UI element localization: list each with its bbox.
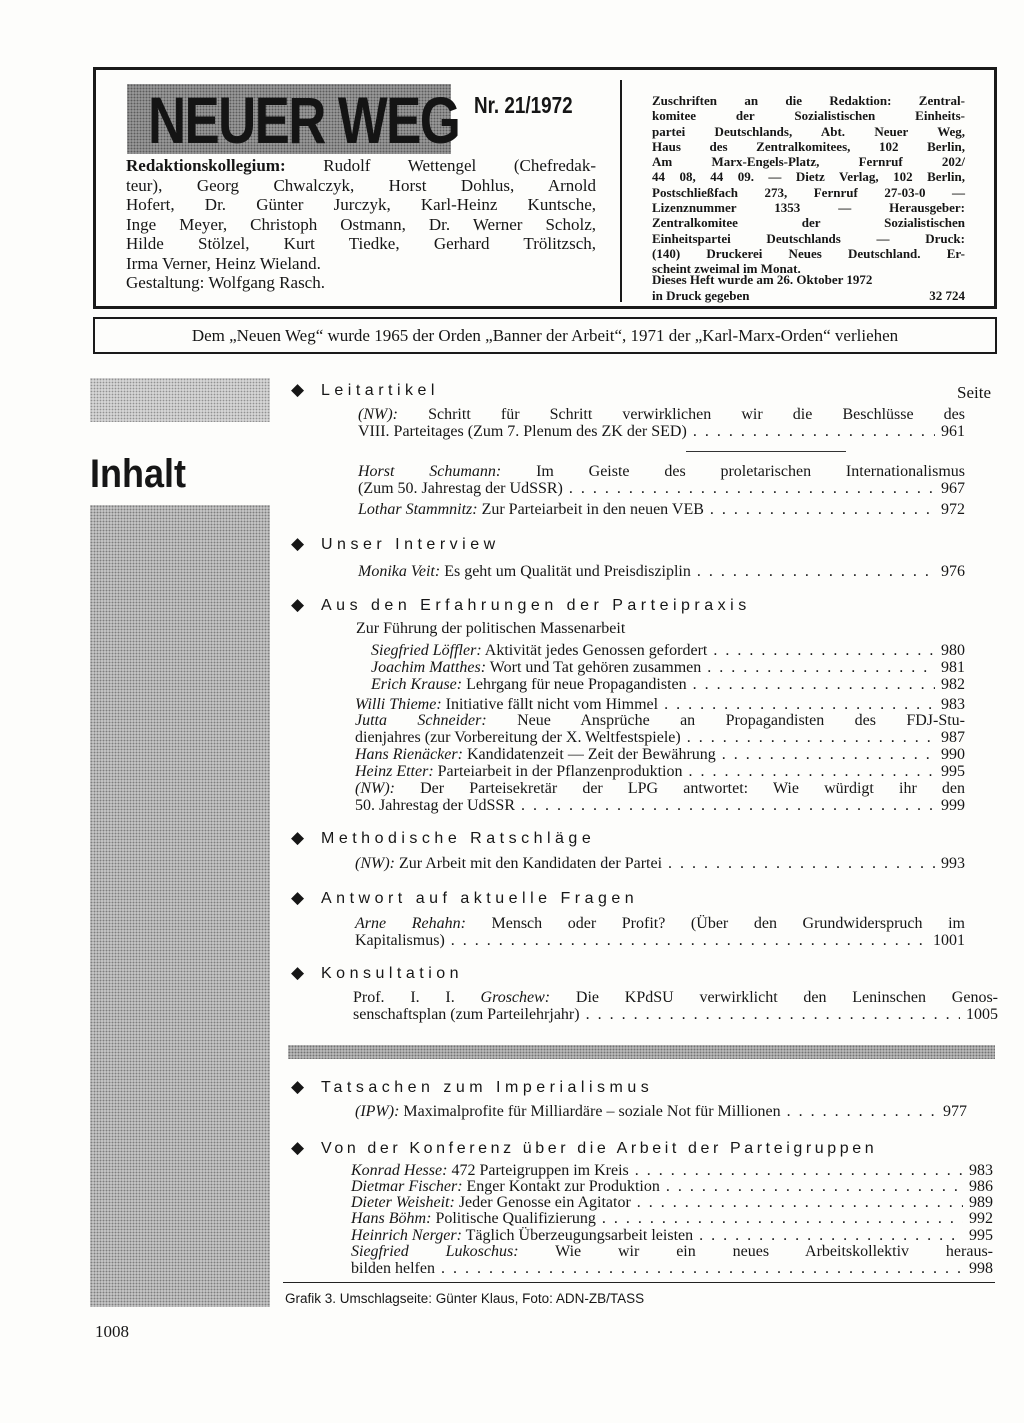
toc-entry-nw-kandidaten: (NW): Zur Arbeit mit den Kandidaten der Partei . . . 993 [355, 855, 965, 872]
page-ref: 961 [941, 423, 965, 440]
leader-dots [586, 1006, 960, 1023]
section-heading-konsultation: ◆ Konsultation [291, 963, 464, 982]
halftone-strip-top [90, 378, 270, 422]
leader-dots [713, 642, 935, 659]
page-ref: 967 [941, 480, 965, 497]
toc-entry-krause: Erich Krause: Lehrgang für neue Propagandisten . . . 982 [371, 676, 965, 693]
image-credits: Grafik 3. Umschlagseite: Günter Klaus, Foto: ADN-ZB/TASS [285, 1291, 645, 1306]
toc-entry-groschew: Prof. I. I. Groschew: Die KPdSU verwirklicht den Leninschen Genos- senschaftsplan (zum Parteilehrjahr) . . . 1005 [353, 989, 998, 1023]
address-line: (140) Druckerei Neues Deutschland. Er- [652, 245, 965, 261]
page-ref: 987 [941, 729, 965, 746]
diamond-bullet-icon: ◆ [291, 380, 305, 399]
seite-label: Seite [957, 383, 991, 402]
issue-number: Nr. 21/1972 [474, 92, 573, 118]
toc-entry-nw-leitartikel: (NW): Schritt für Schritt verwirklichen wir die Beschlüsse des VIII. Parteitages (Zum 7. Plenum des ZK der SED) . . . 961 [358, 406, 965, 440]
page-ref: 993 [941, 855, 965, 872]
leader-dots [635, 1162, 963, 1179]
toc-entry-lukoschus: Siegfried Lukoschus: Wie wir ein neues Arbeitskollektiv heraus- bilden helfen . . . 998 [351, 1243, 993, 1277]
address-line: Am Marx-Engels-Platz, Fernruf 202/ [652, 154, 965, 170]
editorial-address [652, 93, 965, 277]
section-heading-konferenz: ◆ Von der Konferenz über die Arbeit der Parteigruppen [291, 1138, 878, 1157]
toc-entry-matthes: Joachim Matthes: Wort und Tat gehören zusammen . . . 981 [371, 659, 965, 676]
page-ref: 980 [941, 642, 965, 659]
leader-dots [602, 1210, 963, 1227]
toc-entry-ipw: (IPW): Maximalprofite für Milliardäre – soziale Not für Millionen . . . 977 [355, 1103, 967, 1120]
leader-dots [569, 480, 935, 497]
page-ref: 990 [941, 746, 965, 763]
page-number: 1008 [95, 1322, 129, 1341]
section-heading-fragen: ◆ Antwort auf aktuelle Fragen [291, 888, 639, 907]
address-line: Haus des Zentralkomitees, 102 Berlin, [652, 138, 965, 154]
toc-entry-veit: Monika Veit: Es geht um Qualität und Preisdisziplin . . . 976 [358, 563, 965, 580]
page-ref: 981 [941, 659, 965, 676]
leader-dots [697, 563, 935, 580]
toc-entry-etter: Heinz Etter: Parteiarbeit in der Pflanzenproduktion . . . 995 [355, 763, 965, 780]
toc-entry-rienaecker: Hans Rienäcker: Kandidatenzeit — Zeit der Bewährung . . . 990 [355, 746, 965, 763]
leader-dots [637, 1194, 963, 1211]
page-ref: 1005 [966, 1006, 998, 1023]
page-ref: 983 [969, 1162, 993, 1179]
leader-dots [693, 676, 935, 693]
editorial-label: Redaktionskollegium: [126, 156, 286, 175]
editorial-line: Redaktionskollegium: Rudolf Wettengel (Chefredak- [126, 156, 596, 175]
page-ref: 986 [969, 1178, 993, 1195]
page-ref: 998 [969, 1260, 993, 1277]
print-code: 32 724 [929, 287, 965, 303]
toc-entry-nerger: Heinrich Nerger: Täglich Überzeugungsarbeit leisten . . . 995 [351, 1227, 993, 1244]
address-line: Zuschriften an die Redaktion: Zentral- [652, 93, 965, 108]
diamond-bullet-icon: ◆ [291, 963, 305, 982]
page-ref: 995 [941, 763, 965, 780]
diamond-bullet-icon: ◆ [291, 534, 305, 553]
editorial-line: Irma Verner, Heinz Wieland. [126, 253, 321, 273]
leader-dots [707, 659, 935, 676]
leader-dots [710, 501, 935, 518]
diamond-bullet-icon: ◆ [291, 1077, 305, 1096]
leader-dots [668, 855, 935, 872]
toc-entry-rehahn: Arne Rehahn: Mensch oder Profit? (Über den Grundwiderspruch im Kapitalismus) . . . 1001 [355, 915, 965, 949]
print-note [652, 272, 965, 303]
editorial-line: Hilde Stölzel, Kurt Tiedke, Gerhard Trölitzsch, [126, 234, 596, 253]
magazine-logo: NEUER WEG [148, 83, 460, 157]
toc-entry-fischer: Dietmar Fischer: Enger Kontakt zur Produktion . . . 986 [351, 1178, 993, 1195]
print-given: in Druck gegeben [652, 287, 750, 303]
contents-title: Inhalt [90, 452, 187, 496]
design-credit: Gestaltung: Wolfgang Rasch. [126, 273, 325, 292]
address-line: 44 08, 44 09. — Dietz Verlag, 102 Berlin, [652, 169, 965, 185]
address-line: Postschließfach 273, Fernruf 27-03-0 — [652, 184, 965, 200]
editorial-line: Hofert, Dr. Günter Jurczyk, Karl-Heinz Kuntsche, [126, 195, 596, 214]
diamond-bullet-icon: ◆ [291, 888, 305, 907]
editorial-board [126, 156, 596, 293]
section-heading-leitartikel: ◆ Leitartikel [291, 380, 439, 399]
diamond-bullet-icon: ◆ [291, 828, 305, 847]
print-date: Dieses Heft wurde am 26. Oktober 1972 [652, 272, 873, 287]
leader-dots [664, 696, 935, 713]
address-line: partei Deutschlands, Abt. Neuer Weg, [652, 123, 965, 139]
diamond-bullet-icon: ◆ [291, 1138, 305, 1157]
section-heading-ratschlaege: ◆ Methodische Ratschläge [291, 828, 596, 847]
page-ref: 982 [941, 676, 965, 693]
toc-entry-hesse: Konrad Hesse: 472 Parteigruppen im Kreis . . . 983 [351, 1162, 993, 1179]
leader-dots [722, 746, 935, 763]
page-ref: 989 [969, 1194, 993, 1211]
leader-dots [666, 1178, 963, 1195]
leader-dots [441, 1260, 963, 1277]
toc-entry-nw-lpg: (NW): Der Parteisekretär der LPG antwortet: Wie würdigt ihr den 50. Jahrestag der UdSSR . . . 999 [355, 780, 965, 814]
halftone-strip [90, 505, 270, 1307]
page-ref: 983 [941, 696, 965, 713]
page-ref: 999 [941, 797, 965, 814]
page-ref: 995 [969, 1227, 993, 1244]
divider-line [686, 451, 846, 452]
halftone-separator [288, 1045, 995, 1059]
masthead-divider [620, 80, 622, 302]
award-banner: Dem „Neuen Weg“ wurde 1965 der Orden „Banner der Arbeit“, 1971 der „Karl-Marx-Orden“ verliehen [93, 317, 997, 354]
section-heading-imperialismus: ◆ Tatsachen zum Imperialismus [291, 1077, 654, 1096]
address-line: Zentralkomitee der Sozialistischen [652, 215, 965, 231]
toc-subheading: Zur Führung der politischen Massenarbeit [356, 620, 626, 637]
section-heading-parteipraxis: ◆ Aus den Erfahrungen der Parteipraxis [291, 595, 751, 614]
toc-entry-weisheit: Dieter Weisheit: Jeder Genosse ein Agitator . . . 989 [351, 1194, 993, 1211]
footer-rule [283, 1282, 995, 1283]
section-heading-interview: ◆ Unser Interview [291, 534, 500, 553]
editorial-line: teur), Georg Chwalczyk, Horst Dohlus, Arnold [126, 175, 596, 195]
address-line: scheint zweimal im Monat. [652, 261, 801, 277]
diamond-bullet-icon: ◆ [291, 595, 305, 614]
leader-dots [451, 932, 927, 949]
page-ref: 1001 [933, 932, 965, 949]
toc-entry-schneider: Jutta Schneider: Neue Ansprüche an Propagandisten des FDJ-Stu- dienjahres (zur Vorbereitung der X. Weltfestspiele) . . . 987 [355, 712, 965, 746]
toc-entry-boehm: Hans Böhm: Politische Qualifizierung . . . 992 [351, 1210, 993, 1227]
leader-dots [699, 1227, 963, 1244]
toc-entry-stammnitz: Lothar Stammnitz: Zur Parteiarbeit in den neuen VEB . . . 972 [358, 501, 965, 518]
editorial-line: Inge Meyer, Christoph Ostmann, Dr. Werner Scholz, [126, 214, 596, 234]
leader-dots [687, 729, 935, 746]
toc-entry-thieme: Willi Thieme: Initiative fällt nicht vom Himmel . . . 983 [355, 696, 965, 713]
page-ref: 972 [941, 501, 965, 518]
page-ref: 977 [943, 1103, 967, 1120]
leader-dots [521, 797, 935, 814]
toc-entry-schumann: Horst Schumann: Im Geiste des proletarischen Internationalismus (Zum 50. Jahrestag der UdSSR) . . . 967 [358, 463, 965, 497]
page-ref: 992 [969, 1210, 993, 1227]
leader-dots [693, 423, 935, 440]
leader-dots [688, 763, 935, 780]
address-line: Einheitspartei Deutschlands — Druck: [652, 230, 965, 246]
page-ref: 976 [941, 563, 965, 580]
address-line: Lizenznummer 1353 — Herausgeber: [652, 200, 965, 216]
toc-entry-loeffler: Siegfried Löffler: Aktivität jedes Genossen gefordert . . . 980 [371, 642, 965, 659]
address-line: komitee der Sozialistischen Einheits- [652, 108, 965, 124]
leader-dots [787, 1103, 937, 1120]
